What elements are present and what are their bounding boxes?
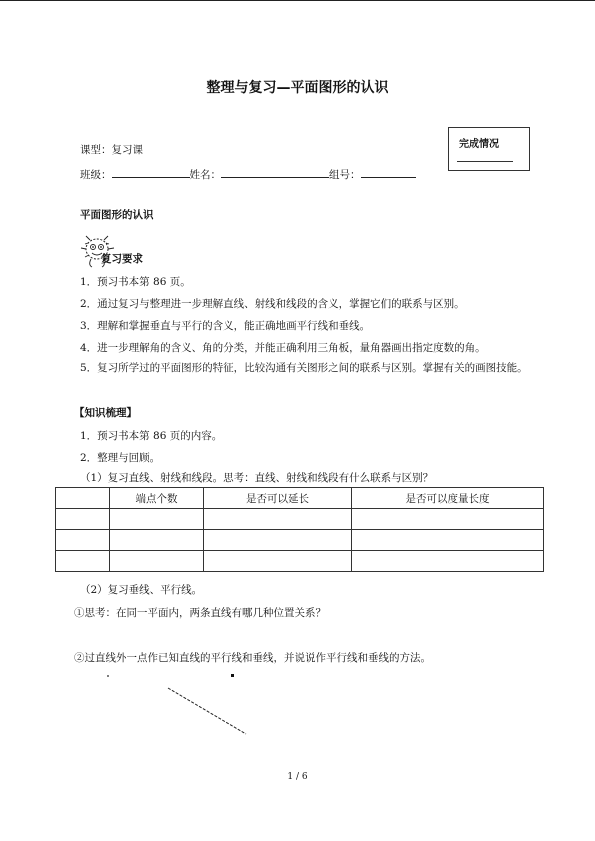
review-lines-prompt: （1）复习直线、射线和线段。思考：直线、射线和线段有什么联系与区别？ [80,472,434,484]
question-1: ①思考：在同一平面内，两条直线有哪几种位置关系？ [74,607,326,619]
table-cell[interactable] [56,551,110,572]
given-line [168,688,246,734]
completion-status-blank [457,161,513,162]
student-info-line [80,166,416,182]
name-label: 姓名： [189,169,221,181]
table-header-cell: 是否可以度量长度 [352,488,544,509]
requirement-item: 5．复习所学过的平面图形的特征，比较沟通有关图形之间的联系与区别。掌握有关的画图技能。 [80,362,528,374]
construction-diagram [100,668,260,743]
requirement-item: 2．通过复习与整理进一步理解直线、射线和线段的含义，掌握它们的联系与区别。 [80,298,465,310]
requirements-heading: 复习要求 [101,253,143,265]
page-title: 整理与复习—平面图形的认识 [206,80,389,96]
completion-status-box [448,127,530,171]
section-heading: 平面图形的认识 [80,209,154,221]
requirement-item: 1．预习书本第 86 页。 [80,276,191,288]
top-rule [0,0,595,1]
table-header-cell [56,488,110,509]
table-cell[interactable] [110,509,204,530]
table-cell[interactable] [352,530,544,551]
table-header-cell: 是否可以延长 [204,488,352,509]
table-cell[interactable] [352,551,544,572]
table-cell[interactable] [110,530,204,551]
requirement-item: 3．理解和掌握垂直与平行的含义，能正确地画平行线和垂线。 [80,320,371,332]
table-header-row [56,488,544,509]
table-cell[interactable] [110,551,204,572]
table-cell[interactable] [204,551,352,572]
page-number: 1 / 6 [287,772,308,782]
completion-status-label: 完成情况 [459,139,499,150]
table-row [56,509,544,530]
diagram-dot [107,675,109,677]
external-point [231,674,234,677]
table-row [56,530,544,551]
knowledge-item: 1．预习书本第 86 页的内容。 [80,430,223,442]
knowledge-heading: 【知识梳理】 [74,407,137,419]
table-cell[interactable] [204,509,352,530]
question-2: ②过直线外一点作已知直线的平行线和垂线，并说说作平行线和垂线的方法。 [74,652,431,664]
table-cell[interactable] [204,530,352,551]
group-blank [361,166,416,178]
table-row [56,551,544,572]
knowledge-item: 2．整理与回顾。 [80,452,161,464]
table-cell[interactable] [56,530,110,551]
table-header-cell: 端点个数 [110,488,204,509]
requirement-item: 4．进一步理解角的含义、角的分类，并能正确利用三角板，量角器画出指定度数的角。 [80,342,486,354]
lesson-type: 课型：复习课 [80,144,143,156]
group-label: 组号： [329,169,361,181]
review-perpendicular-prompt: （2）复习垂线、平行线。 [80,584,203,596]
name-blank [221,166,329,178]
lines-comparison-table [55,487,544,572]
table-cell[interactable] [352,509,544,530]
class-blank [112,166,190,178]
class-label: 班级： [80,169,112,181]
table-cell[interactable] [56,509,110,530]
